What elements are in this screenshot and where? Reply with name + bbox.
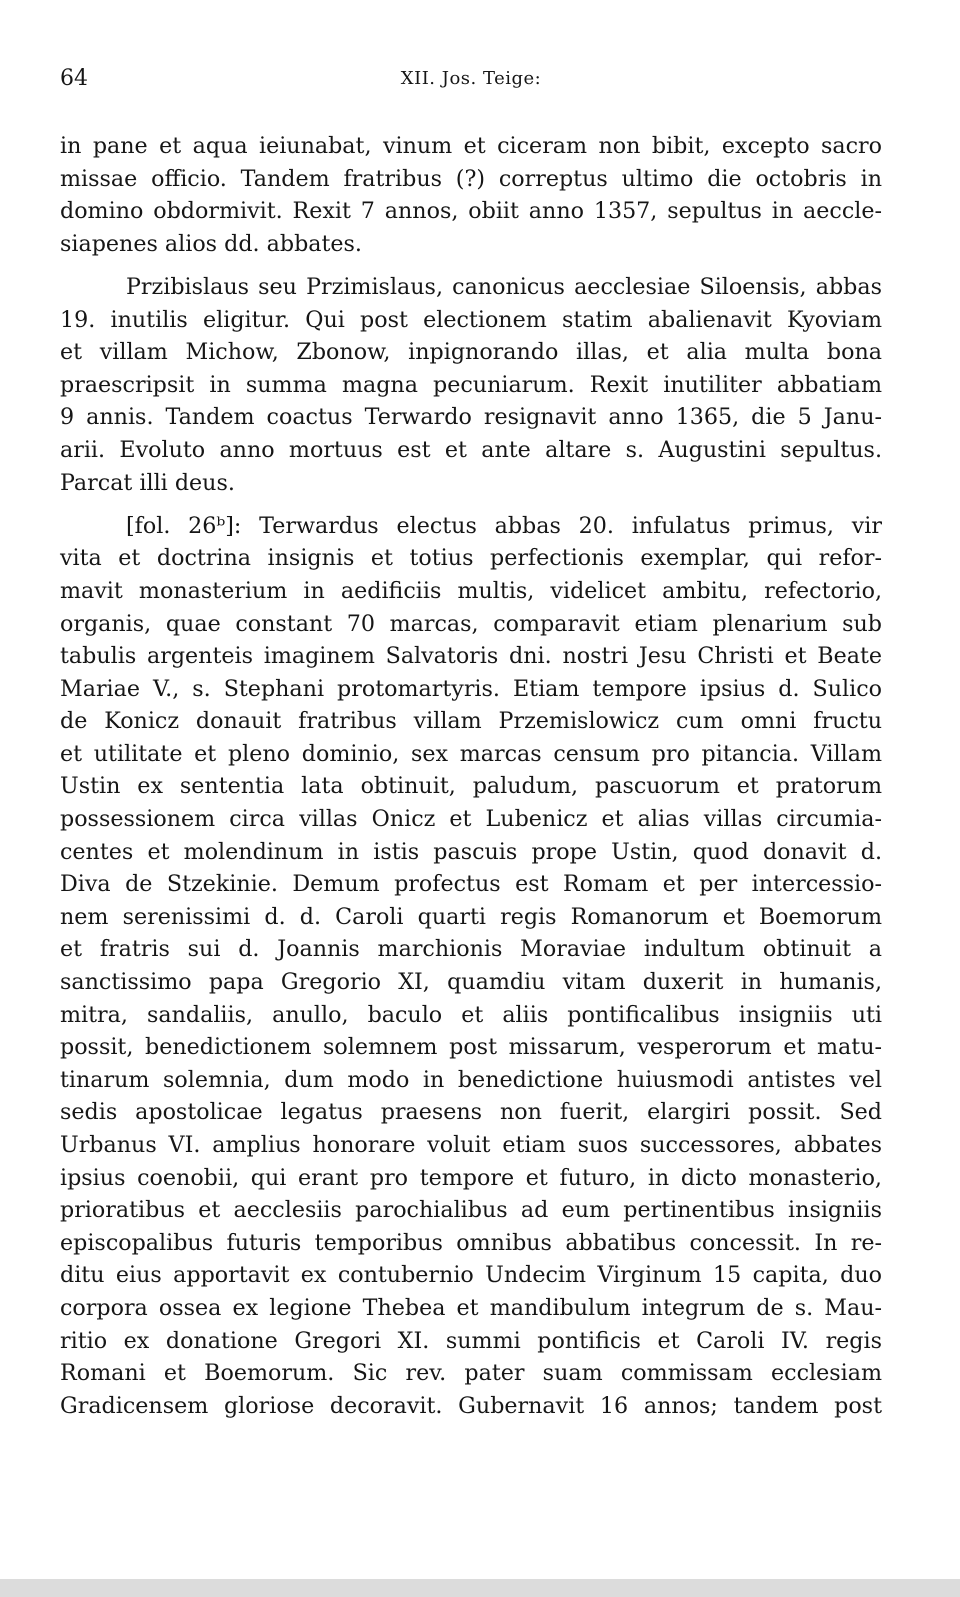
page-number: 64 [60,66,88,91]
text-line: et utilitate et pleno dominio, sex marcas censum pro pitancia. Villam [60,740,882,767]
paragraph-1 [60,130,882,260]
text-line: arii. Evoluto anno mortuus est et ante altare s. Augustini sepultus. [60,436,882,463]
text-line: ipsius coenobii, qui erant pro tempore et futuro, in dicto monasterio, [60,1164,882,1191]
text-line: et fratris sui d. Joannis marchionis Moraviae indultum obtinuit a [60,936,882,963]
text-line: centes et molendinum in istis pascuis prope Ustin, quod donavit d. [60,838,882,865]
text-line: tinarum solemnia, dum modo in benedictione huiusmodi antistes vel [60,1066,882,1093]
text-line: praescripsit in summa magna pecuniarum. Rexit inutiliter abbatiam [60,371,882,398]
text-line: sedis apostolicae legatus praesens non fuerit, elargiri possit. Sed [60,1099,882,1126]
text-line: Gradicensem gloriose decoravit. Gubernavit 16 annos; tandem post [60,1392,882,1419]
text-line: tabulis argenteis imaginem Salvatoris dni. nostri Jesu Christi et Beate [60,643,882,670]
text-line: nem serenissimi d. d. Caroli quarti regis Romanorum et Boemorum [60,903,882,930]
page-bottom-edge [0,1579,960,1597]
paragraph-2 [60,271,882,499]
text-line: episcopalibus futuris temporibus omnibus abbatibus concessit. In re- [60,1229,882,1256]
text-line: ditu eius apportavit ex contubernio Undecim Virginum 15 capita, duo [60,1262,882,1289]
text-line: Urbanus VI. amplius honorare voluit etiam suos successores, abbates [60,1132,882,1158]
text-line: organis, quae constant 70 marcas, comparavit etiam plenarium sub [60,610,882,637]
text-line: [fol. 26ᵇ]: Terwardus electus abbas 20. infulatus primus, vir [126,512,882,539]
text-line: Diva de Stzekinie. Demum profectus est Romam et per intercessio- [60,871,882,898]
text-line: Parcat illi deus. [60,469,235,496]
text-line: mitra, sandaliis, anullo, baculo et aliis pontificalibus insigniis uti [60,1001,882,1028]
body-text [60,130,882,1422]
text-line: prioratibus et aecclesiis parochialibus ad eum pertinentibus insigniis [60,1197,882,1224]
text-line: 9 annis. Tandem coactus Terwardo resignavit anno 1365, die 5 Janu- [60,404,882,431]
text-line: domino obdormivit. Rexit 7 annos, obiit anno 1357, sepultus in aeccle- [60,198,882,225]
text-line: 19. inutilis eligitur. Qui post electionem statim abalienavit Kyoviam [60,306,882,333]
text-line: de Konicz donauit fratribus villam Przemislowicz cum omni fructu [60,708,882,735]
text-line: mavit monasterium in aedificiis multis, videlicet ambitu, refectorio, [60,577,882,604]
running-title: XII. Jos. Teige: [400,68,542,89]
text-line: sanctissimo papa Gregorio XI, quamdiu vitam duxerit in humanis, [60,969,882,996]
text-line: Ustin ex sententia lata obtinuit, paludum, pascuorum et pratorum [60,773,882,800]
text-line: Przibislaus seu Przimislaus, canonicus aecclesiae Siloensis, abbas [126,273,882,300]
paragraph-3 [60,510,882,1423]
text-line: siapenes alios dd. abbates. [60,230,362,257]
text-line: vita et doctrina insignis et totius perfectionis exemplar, qui refor- [60,545,882,572]
text-line: corpora ossea ex legione Thebea et mandibulum integrum de s. Mau- [60,1294,882,1321]
text-line: in pane et aqua ieiunabat, vinum et ciceram non bibit, excepto sacro [60,133,882,159]
text-line: et villam Michow, Zbonow, inpignorando illas, et alia multa bona [60,339,882,366]
page-header [60,66,882,100]
text-line: Mariae V., s. Stephani protomartyris. Etiam tempore ipsius d. Sulico [60,675,882,702]
text-line: missae officio. Tandem fratribus (?) correptus ultimo die octobris in [60,165,882,192]
text-line: possit, benedictionem solemnem post missarum, vesperorum et matu- [60,1034,882,1061]
text-line: ritio ex donatione Gregori XI. summi pontificis et Caroli IV. regis [60,1327,882,1354]
text-line: possessionem circa villas Onicz et Lubenicz et alias villas circumia- [60,806,882,833]
text-line: Romani et Boemorum. Sic rev. pater suam commissam ecclesiam [60,1360,882,1387]
